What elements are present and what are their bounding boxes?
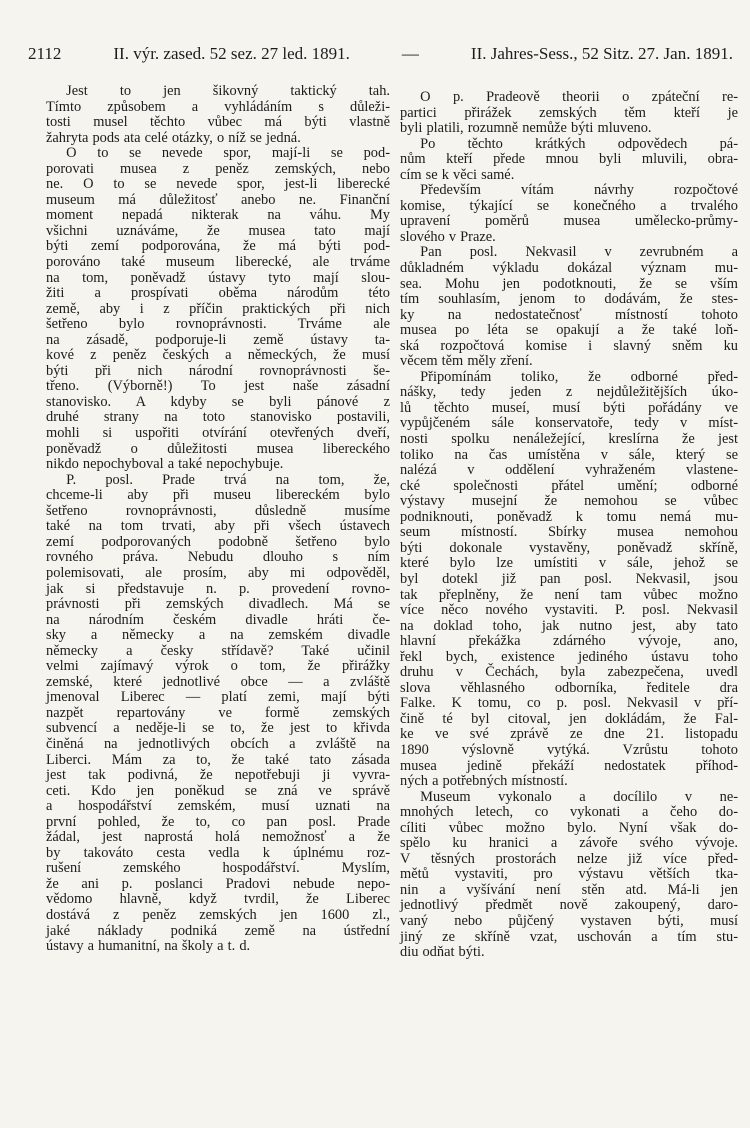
text-line: V těsných prostorách nelze již více před- <box>400 850 738 867</box>
text-line: ústavy a humanitní, na školy a t. d. <box>46 938 251 955</box>
text-line: nosti spolku nenáležející, kreslírna že jest <box>400 431 738 448</box>
paragraph <box>400 370 738 790</box>
text-line: Připomínám toliko, že odborné před- <box>420 368 738 385</box>
text-line: ke ve své zprávě ze dne 21. listopadu <box>400 726 738 743</box>
text-line: býti dokonale vystavěny, poněvadž skříně, <box>400 539 738 556</box>
text-line: sky a německy a na zemském divadle <box>46 627 390 644</box>
text-line: ne. O to se nevede spor, jest-li liberecké <box>46 176 390 193</box>
text-line: první pohled, že to, co pan posl. Prade <box>46 813 390 830</box>
text-line: druhé strany na toto stanovisko postavili, <box>46 409 390 426</box>
text-line: porovati musea z peněz zemských, nebo <box>46 160 390 177</box>
right-column <box>400 90 738 961</box>
text-line: musea jedině překáží nedostatek příhod- <box>400 757 738 774</box>
text-line: subvencí a neděje-li se to, že jest to křivda <box>46 720 390 737</box>
text-line: Především vítám návrhy rozpočtové <box>420 182 738 199</box>
text-line: na tom, poněvadž ústavy tyto mají slou- <box>46 269 390 286</box>
text-line: stanovisko. A kdyby se byli pánové z <box>46 393 390 410</box>
header-separator: — <box>401 44 419 63</box>
text-line: šetřeno bylo rovnoprávnosti. Trváme ale <box>46 316 390 333</box>
paragraph <box>400 183 738 245</box>
text-line: býti zemí podporována, že má býti pod- <box>46 238 390 255</box>
paragraph <box>46 84 390 146</box>
text-line: slového v Praze. <box>400 228 496 245</box>
text-line: poněvadž o důležitosti musea libereckého <box>46 440 390 457</box>
text-line: komise, týkající se konečného a trvalého <box>400 197 738 214</box>
text-line: mětů vystaviti, pro výstavu větších tka- <box>400 866 738 883</box>
text-line: na doklad toho, jak nutno jest, aby tato <box>400 617 738 634</box>
text-line: lů těchto museí, musí býti pořádány ve <box>400 399 738 416</box>
text-line: Jest to jen šikovný taktický tah. <box>66 83 390 99</box>
text-line: slova věhlasného odborníka, ředitele dra <box>400 679 738 696</box>
text-line: mohli si uspořiti otvírání otevřených dveří, <box>46 425 390 442</box>
text-line: tím souhlasím, jenom to dodávám, že stes- <box>400 291 738 308</box>
header-czech-title: II. výr. zased. 52 sez. 27 led. 1891. <box>113 44 350 63</box>
text-line: řekl bych, existence jediného ústavu toho <box>400 648 738 665</box>
text-line: Museum vykonalo a docílilo v ne- <box>420 788 738 805</box>
text-line: věcem těm měly zření. <box>400 353 533 370</box>
text-line: velmi zajímavý výrok o tom, že přirážky <box>46 658 390 675</box>
text-line: kové z peněz českých a německých, že musí <box>46 347 390 364</box>
text-line: nazpět repartovány ve formě zemských <box>46 704 390 721</box>
text-line: moment nepadá nikterak na váhu. My <box>46 207 390 224</box>
text-line: ceti. Kdo jen poněkud se zná ve správě <box>46 782 390 799</box>
text-line: Liberci. Mám za to, že také tato zásada <box>46 751 390 768</box>
text-line: nům kteří přede mnou byli mluvili, obra- <box>400 151 738 168</box>
text-line: nalézá v oddělení vyhraženém vlastene- <box>400 462 738 479</box>
text-line: mnohých letech, co vykonati a čeho do- <box>400 804 738 821</box>
text-line: jest tak podivná, že nepotřebuji ji vyvra- <box>46 767 390 784</box>
text-line: nin a vyšívání není stěn atd. Má-li jen <box>400 881 738 898</box>
text-line: všichni uznáváme, že musea tato mají <box>46 222 390 239</box>
text-line: čině té byl citoval, jen dokládám, že Fal- <box>400 710 738 727</box>
text-line: na zásadě, podporuje-li země ústavy ta- <box>46 331 390 348</box>
text-line: býti při nich národní rovnoprávnosti še- <box>46 362 390 379</box>
text-line: jaké náklady podniká země na ústřední <box>46 922 390 939</box>
text-line: sea. Mohu jen podotknouti, že se vším <box>400 275 738 292</box>
text-line: vaný nebo půjčený vystaven býti, musí <box>400 912 738 929</box>
text-line: a hospodářství zemském, musí uznati na <box>46 798 390 815</box>
header-german-title: II. Jahres-Sess., 52 Sitz. 27. Jan. 1891. <box>470 44 733 63</box>
text-line: cíliti vůbec možno bylo. Nyní však do- <box>400 819 738 836</box>
text-line: O to se nevede spor, mají-li se pod- <box>66 145 390 162</box>
text-line: zemí podporovaných podobně šetřeno bylo <box>46 533 390 550</box>
text-line: partici přirážek zemských těm kteří je <box>400 104 738 121</box>
text-line: jednotlivý předmět nově zakoupený, darо- <box>400 897 738 914</box>
text-line: že ani p. poslanci Pradovi nebude nepo- <box>46 875 390 892</box>
paragraph <box>46 473 390 955</box>
text-line: jiný ze skříně vzat, uschován a tím stu- <box>400 928 738 945</box>
text-line: toliko na čas umístěna v sále, který se <box>400 446 738 463</box>
text-line: rušení zemského hospodářství. Myslím, <box>46 860 390 877</box>
text-line: druhu v Čechách, byla zabezpečena, uvedl <box>400 664 738 681</box>
page-number: 2112 <box>28 44 62 63</box>
text-line: diu odňat býti. <box>400 944 485 961</box>
page-header <box>28 44 733 64</box>
text-line: podniknouti, poněvadž k tomu nemá mu- <box>400 508 738 525</box>
text-line: právnosti při zemských divadlech. Má se <box>46 596 390 613</box>
text-line: byl dotekl již pan posl. Nekvasil, jsou <box>400 570 738 587</box>
text-line: Falke. K tomu, co p. posl. Nekvasil v pří- <box>400 695 738 712</box>
text-line: byli platili, rozumně nemůže býti mluveno. <box>400 120 652 137</box>
paragraph <box>46 146 390 472</box>
text-line: spělo ku hranici a závoře svého vývoje. <box>400 835 738 852</box>
text-line: Tímto způsobem a vyhládáním s důleži- <box>46 98 390 115</box>
text-line: Po těchto krátkých odpovědech pá- <box>420 135 738 152</box>
text-line: O p. Pradeově theorii o zpáteční re- <box>420 89 738 105</box>
text-line: polemisovati, ale prosím, aby mi odpověděl, <box>46 564 390 581</box>
text-line: důkladném výkladu dokázal význam mu- <box>400 260 738 277</box>
text-line: tak přeplněny, že není tam vůbec možno <box>400 586 738 603</box>
text-line: nikdo nepochyboval a také nepochybuje. <box>46 456 284 473</box>
text-line: třeno. (Výborně!) To jest naše zásadní <box>46 378 390 395</box>
text-line: zemské, které jednotlivé obce — a zvláště <box>46 673 390 690</box>
text-line: šetřeno rovnoprávnosti, důsledně musíme <box>46 502 390 519</box>
text-line: 1890 výslovně vytýká. Vzrůstu tohoto <box>400 741 738 758</box>
text-line: vědomo hlavně, když tvrdil, že Liberec <box>46 891 390 908</box>
text-line: cké společnosti přátel umění; odborné <box>400 477 738 494</box>
text-line: Pan posl. Nekvasil v zevrubném a <box>420 244 738 261</box>
text-line: výstavy musejní že nemohou se vůbec <box>400 493 738 510</box>
paragraph <box>400 790 738 961</box>
text-line: ská rozpočtová komise i slavný sněm ku <box>400 337 738 354</box>
text-line: seum místností. Sbírky musea nemohou <box>400 524 738 541</box>
paragraph <box>400 90 738 137</box>
text-line: museum má důležitosť anebo ne. Finanční <box>46 191 390 208</box>
text-line: tosti musel těchto vůbec má býti vlastně <box>46 114 390 131</box>
text-line: rovného práva. Nebudu dlouho s ním <box>46 549 390 566</box>
text-line: německy a česky střídavě? Také učinil <box>46 642 390 659</box>
text-line: cím se k věci samé. <box>400 166 515 183</box>
text-line: porováno také museum liberecké, ale trváme <box>46 254 390 271</box>
text-line: by takováto cesta vedla k úplnému roz- <box>46 844 390 861</box>
text-line: vypůjčeném sále konservatoře, tedy v míst- <box>400 415 738 432</box>
text-line: ných a potřebných místností. <box>400 773 568 790</box>
text-line: dostává z peněz zemských jen 1600 zl., <box>46 906 390 923</box>
text-line: hlavní překážka zdárného vývoje, ano, <box>400 633 738 650</box>
text-line: žahryta pods ata celé otázky, o níž se jedná. <box>46 129 301 146</box>
text-line: upravení poměrů musea umělecko-průmy- <box>400 213 738 230</box>
text-line: jmenoval Liberec — platí zemi, mají býti <box>46 689 390 706</box>
text-line: P. posl. Prade trvá na tom, že, <box>66 471 390 488</box>
left-column <box>46 84 390 955</box>
paragraph <box>400 137 738 184</box>
text-line: ky na nedostatečnosť místností tohoto <box>400 306 738 323</box>
text-line: činěná na jednotlivých obcích a zvláště na <box>46 735 390 752</box>
text-line: země, aby i z příčin praktických při nich <box>46 300 390 317</box>
text-line: na národním českém divadle hráti če- <box>46 611 390 628</box>
text-line: musea po léta se opakují a že také loň- <box>400 322 738 339</box>
text-line: žiti a prospívati oběma národům této <box>46 285 390 302</box>
text-line: více něco nového vystaviti. P. posl. Nekvasil <box>400 602 738 619</box>
text-line: nášky, tedy jeden z nejdůležitějších úko- <box>400 384 738 401</box>
text-line: jak si představuje n. p. provedení rovno- <box>46 580 390 597</box>
text-line: také na tom trvati, aby při všech ústavech <box>46 518 390 535</box>
text-line: které bylo lze umístiti v sále, jehož se <box>400 555 738 572</box>
text-line: žádal, jest naprostá holá nemožnosť a že <box>46 829 390 846</box>
text-line: chceme-li aby při museu libereckém bylo <box>46 487 390 504</box>
paragraph <box>400 245 738 369</box>
